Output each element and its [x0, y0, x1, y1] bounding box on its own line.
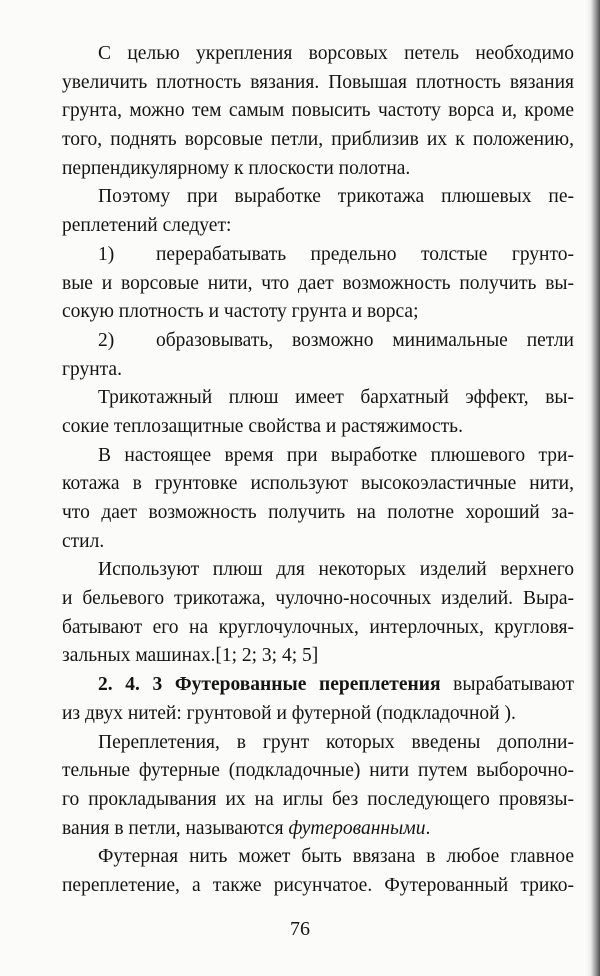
scan-shadow-edge [586, 0, 600, 976]
text-line: увеличить плотность вязания. Повышая плотность вязания [62, 71, 574, 93]
text-line: и бельевого трикотажа, чулочно-носочных изделий. Выра- [62, 588, 574, 610]
list-number: 1) [98, 243, 115, 265]
text-line [62, 241, 574, 270]
list-item-1 [62, 241, 574, 327]
text-line: того, поднять ворсовые петли, приблизив их к положению, [62, 129, 574, 151]
text-line: переплетение, а также рисунчатое. Футерованный трико- [62, 874, 574, 896]
text-line [62, 815, 574, 844]
text-line: сокие теплозащитные свойства и растяжимость. [62, 415, 463, 437]
text-line: Поэтому при выработке трикотажа плюшевых пе- [98, 186, 574, 208]
text-line: зальных машинах.[1; 2; 3; 4; 5] [62, 645, 319, 667]
line-end: . [425, 817, 431, 839]
text-line: Используют плюш для некоторых изделий верхнего [98, 559, 574, 581]
text-line: стил. [62, 530, 105, 552]
text-line: котажа в грунтовке используют высокоэластичные нити, [62, 473, 574, 495]
list-text: образовывать, возможно минимальные петли [156, 329, 574, 351]
text-line: батывают его на круглочулочных, интерлочных, кругловя- [62, 616, 574, 638]
text-line: Переплетения, в грунт которых введены дополни- [98, 731, 574, 753]
text-line: Трикотажный плюш имеет бархатный эффект, вы- [98, 387, 574, 409]
text-line: реплетений следует: [62, 215, 232, 237]
section-heading-paragraph [62, 671, 574, 728]
text-line: В настоящее время при выработке плюшевого три- [98, 444, 574, 466]
paragraph-8 [62, 843, 574, 900]
page-number: 76 [290, 918, 310, 940]
text-line: сокую плотность и частоту грунта и ворса; [62, 301, 419, 323]
line-start: вания в петли, называются [62, 817, 289, 839]
text-line: перпендикулярному к плоскости полотна. [62, 157, 411, 179]
paragraph-4 [62, 442, 574, 557]
list-text: перерабатывать предельно толстые грунто- [156, 243, 574, 265]
emphasized-term: футерованными [288, 817, 426, 839]
text-line: грунта. [62, 358, 122, 380]
paragraph-2 [62, 183, 574, 240]
paragraph-7 [62, 729, 574, 844]
paragraph-3 [62, 384, 574, 441]
list-item-2 [62, 327, 574, 384]
paragraph-1 [62, 40, 574, 183]
text-line: Футерная нить может быть ввязана в любое главное [98, 846, 574, 868]
text-line: из двух нитей: грунтовой и футерной (подкладочной ). [62, 702, 516, 724]
text-line: что дает возможность получить на полотне хороший за- [62, 502, 574, 523]
text-line: го прокладывания их на иглы без последующего провязы- [62, 788, 574, 810]
list-number: 2) [98, 329, 115, 351]
page-body [62, 40, 574, 901]
text-line: С целью укрепления ворсовых петель необходимо [98, 43, 574, 64]
text-line: грунта, можно тем самым повысить частоту ворса и, кроме [62, 100, 574, 122]
text-line: тельные футерные (подкладочные) нити путем выборочно- [62, 760, 574, 782]
text-line [62, 671, 574, 700]
text-line: вые и ворсовые нити, что дает возможность получить вы- [62, 272, 574, 294]
paragraph-5 [62, 556, 574, 671]
heading-continuation: вырабатывают [440, 674, 574, 696]
section-heading: 2. 4. 3 Футерованные переплетения [98, 674, 441, 696]
text-line [62, 327, 574, 356]
